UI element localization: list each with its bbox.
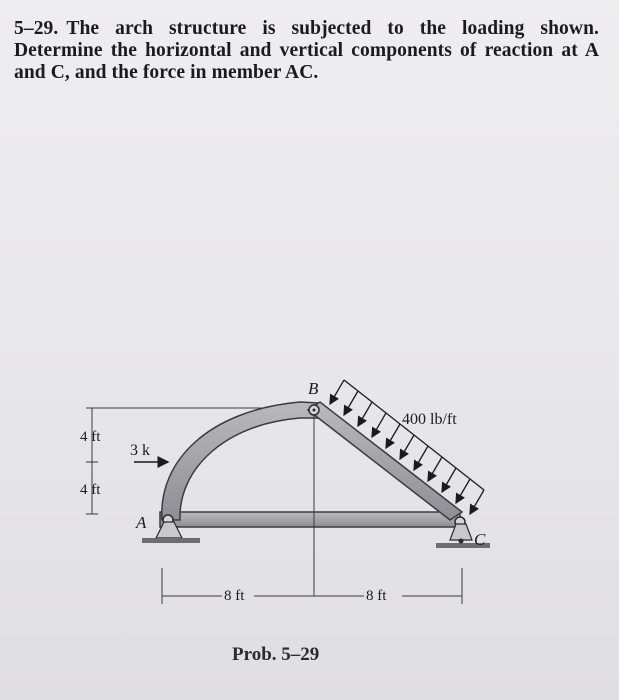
member-ac [160, 512, 460, 527]
label-distributed-load: 400 lb/ft [402, 411, 457, 428]
load-arrow [414, 446, 428, 470]
load-arrow [386, 424, 400, 448]
pin-b-center [313, 409, 316, 412]
load-arrow [358, 402, 372, 426]
label-dim-lower: 4 ft [80, 482, 101, 498]
roller [459, 539, 464, 544]
load-arrow [330, 380, 344, 404]
support-a-base [142, 538, 200, 543]
problem-text: The arch structure is subjected to the loading shown. Determine the horizontal and vertical components of reaction at A and C, and the force in member AC. [14, 18, 599, 83]
load-arrow [470, 490, 484, 514]
label-dim-upper: 4 ft [80, 429, 101, 445]
problem-number: 5–29. [14, 18, 59, 39]
label-span-left: 8 ft [224, 588, 245, 604]
load-arrow [344, 391, 358, 415]
load-arrow [442, 468, 456, 492]
load-arrow [372, 413, 386, 437]
load-arrow [456, 479, 470, 503]
distributed-load-arrows [330, 380, 484, 514]
problem-statement [14, 18, 599, 84]
label-b: B [308, 379, 319, 398]
label-point-load: 3 k [130, 442, 150, 459]
arch-member-ab [162, 402, 318, 520]
label-span-right: 8 ft [366, 588, 387, 604]
load-arrow [400, 435, 414, 459]
load-arrow [428, 457, 442, 481]
label-c: C [474, 530, 486, 549]
figure-caption: Prob. 5–29 [232, 644, 320, 665]
label-a: A [136, 513, 147, 532]
load-top-line [344, 380, 484, 490]
